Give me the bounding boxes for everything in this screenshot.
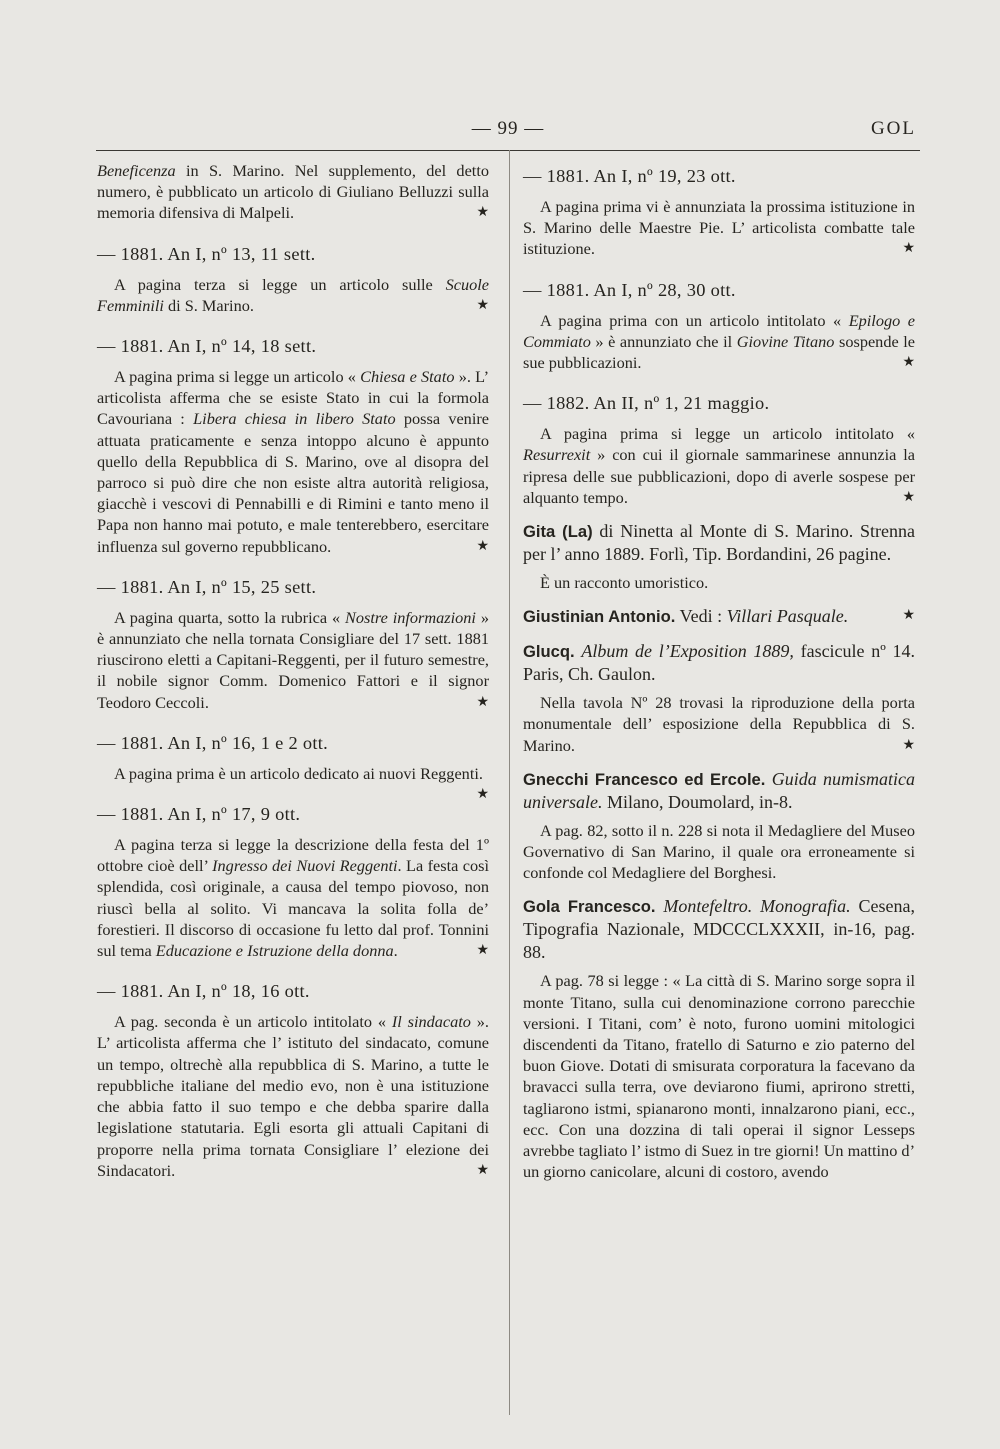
entry-heading-15: — 1881. An I, nº 15, 25 sett. (97, 576, 317, 597)
text-run: Giovine Titano (736, 331, 835, 351)
text-run: Scuole Femminili (97, 274, 489, 315)
author-gola: Gola Francesco. (523, 897, 656, 917)
text-run: Milano, Doumolard, in-8. (602, 791, 793, 812)
text-run: Album de l’Exposition 1889, (581, 641, 794, 662)
text-run: Guida numismatica universale. (523, 768, 915, 812)
entry-heading-19: — 1881. An I, nº 19, 23 ott. (523, 166, 736, 186)
text-run: Chiesa e Stato (360, 367, 455, 387)
bib-entry-gnecchi (523, 768, 915, 814)
text-run: Vedi : (675, 606, 727, 627)
entry-body-28 (523, 310, 915, 374)
citation-giustinian (675, 606, 915, 627)
star-icon: ★ (476, 787, 489, 803)
header-rule (96, 150, 920, 151)
text-run: Villari Pasquale. (726, 606, 849, 627)
text-run: A pagina prima si legge un articolo intitolato « (540, 424, 915, 444)
entry-body-14 (97, 366, 489, 557)
entry-body-13 (97, 274, 489, 316)
entry-heading-17: — 1881. An I, nº 17, 9 ott. (97, 804, 301, 825)
star-icon: ★ (476, 297, 489, 313)
text-run: A pag. seconda è un articolo intitolato « (114, 1012, 392, 1032)
text-run: » con cui il giornale sammarinese annunzia la ripresa delle sue pubblicazioni, dopo di averle sospese per alquanto tempo. (523, 445, 915, 507)
text-run: Cesena, Tipografia Nazionale, MDCCCLXXXII, in-16, pag. 88. (523, 896, 915, 963)
left-column (97, 160, 489, 1181)
star-icon: ★ (902, 241, 915, 257)
citation-gita: di Ninetta al Monte di S. Marino. Strenna per l’ anno 1889. Forlì, Tip. Bordandini, 26 pagine. (523, 521, 915, 565)
entry-body-16 (97, 763, 489, 803)
text-run: » è annunziato che il (590, 331, 737, 351)
text-run: ». L’ articolista afferma che l’ istituto del sindacato, comune un tempo, oltrechè alla repubblica di S. Marino, a tutte le repubbliche italiane del medio evo, non è una istituzione che abbia fatto il suo tempo e che debba sparire dalla legislatione statutaria. Egli esorta gli attuali Capitani di proporre nella prima tornata Consigliare l’ elezione dei Sindacatori. (97, 1012, 489, 1180)
bib-entry-giustinian (523, 605, 915, 628)
page-header (96, 118, 920, 148)
entry-heading-16: — 1881. An I, nº 16, 1 e 2 ott. (97, 732, 329, 753)
text-run: Nostre informazioni (345, 607, 476, 627)
star-icon: ★ (476, 1162, 489, 1178)
star-icon: ★ (902, 355, 915, 371)
author-giustinian: Giustinian Antonio. (523, 607, 676, 627)
entry-body-1882 (523, 423, 915, 508)
text-run: A pagina prima è un articolo dedicato ai nuovi Reggenti. (114, 763, 483, 783)
note-gita: È un racconto umoristico. (540, 573, 709, 593)
text-run: fascicule nº 14. Paris, Ch. Gaulon. (523, 641, 915, 685)
note-gnecchi: A pag. 82, sotto il n. 228 si nota il Medagliere del Museo Governativo di San Marino, il quale ora erroneamente si confonde col Medagliere del Borghesi. (523, 820, 915, 883)
entry-heading-14: — 1881. An I, nº 14, 18 sett. (97, 336, 317, 357)
text-run: . (393, 941, 398, 961)
text-run: A pagina prima si legge un articolo « (114, 367, 361, 387)
entry-heading-28: — 1881. An I, nº 28, 30 ott. (523, 279, 736, 300)
text-run: Il sindacato (391, 1012, 471, 1032)
star-icon: ★ (902, 608, 915, 624)
bib-entry-gita (523, 520, 915, 566)
text-run: A pagina prima con un articolo intitolato « (540, 310, 849, 330)
text-run: Resurrexit (523, 445, 591, 465)
page-number: — 99 — (471, 118, 545, 139)
entry-body-19 (523, 196, 915, 260)
text-run: A pagina prima vi è annunziata la prossima istituzione in S. Marino delle Maestre Pie. L’ articolista combatte tale istituzione. (523, 197, 915, 259)
bib-entry-gola (523, 895, 915, 964)
star-icon: ★ (902, 737, 915, 753)
text-run: Epilogo e Commiato (523, 310, 915, 351)
text-run: A pagina quarta, sotto la rubrica « (114, 607, 345, 627)
column-divider (509, 150, 510, 1415)
text-run: . La festa così splendida, così originale, a causa del tempo piovoso, non riuscì bella al solito. Vi mancava la solita folla de’ forestieri. Il discorso di occasione fu letto dal prof. Tonnini sul tema (97, 856, 489, 961)
bib-entry-glucq (523, 640, 915, 686)
text-run: Beneficenza (97, 161, 176, 180)
text-run: » è annunziato che nella tornata Consigliare del 17 sett. 1881 riuscirono eletti a Capitani-Reggenti, per il futuro semestre, il nobile signor Comm. Domenico Fattori e il signor Teodoro Ceccoli. (97, 607, 489, 712)
text-run: Educazione e Istruzione della donna (155, 941, 394, 961)
text-run: di S. Marino. (163, 295, 254, 315)
citation-glucq (523, 641, 915, 684)
author-gita: Gita (La) (523, 522, 593, 542)
note-glucq (523, 692, 915, 756)
text-run: Montefeltro. Monografia. (663, 896, 851, 917)
author-glucq: Glucq. (523, 642, 575, 662)
star-icon: ★ (476, 538, 489, 554)
star-icon: ★ (476, 943, 489, 959)
entry-body-18 (97, 1011, 489, 1181)
text-run: Ingresso dei Nuovi Reggenti (212, 856, 398, 876)
star-icon: ★ (902, 489, 915, 505)
text-run: Libera chiesa in libero Stato (193, 409, 396, 429)
text-run: possa venire attuata praticamente e senza intoppo alcuno è appunto quello della Repubblica di S. Marino, ove al disopra del parroco si può dire che non esiste altra autorità religiosa, giacchè i vescovi di Pennabilli e di Rimini e tanto meno il Papa non hanno mai potuto, e male tenterebbero, esercitare influenza sul governo repubblicano. (97, 409, 489, 556)
text-run: sospende le sue pubblicazioni. (523, 331, 916, 373)
entry-heading-13: — 1881. An I, nº 13, 11 sett. (97, 243, 316, 264)
text-run: in S. Marino. Nel supplemento, del detto numero, è pubblicato un articolo di Giuliano Belluzzi sulla memoria difensiva di Malpeli. (97, 161, 489, 223)
star-icon: ★ (476, 205, 489, 221)
intro-paragraph (97, 160, 489, 224)
note-glucq-text: Nella tavola Nº 28 trovasi la riproduzione della porta monumentale dell’ esposizione della Repubblica di S. Marino. (523, 693, 915, 755)
entry-body-17 (97, 834, 489, 961)
entry-heading-1882: — 1882. An II, nº 1, 21 maggio. (523, 393, 770, 414)
right-column (523, 160, 915, 1182)
entry-heading-18: — 1881. An I, nº 18, 16 ott. (97, 981, 310, 1002)
running-head: GOL (870, 118, 916, 139)
text-run: A pagina terza si legge un articolo sulle (114, 274, 446, 294)
text-run: ». L’ articolista afferma che se esiste Stato in cui la formola Cavouriana : (97, 367, 489, 429)
star-icon: ★ (476, 694, 489, 710)
text-run: A pagina terza si legge la descrizione della festa del 1º ottobre cioè dell’ (97, 835, 489, 876)
note-gola: A pag. 78 si legge : « La città di S. Marino sorge sopra il monte Titano, sulla cui denominazione corrono parecchie versioni. I Titani, com’ è noto, furono uomini mitologici discendenti da Titano, fratello di Saturno e zio paterno del buon Giove. Dotati di smisurata corporatura la facevano da bravacci sulla terra, ove deviarono fiumi, aprirono stretti, tagliarono istmi, spianarono monti, innalzarono piani, ecc., ecc. Con una dozzina di tali operai il signor Lesseps avrebbe tagliato l’ istmo di Suez in tre giorni! Un mattino d’ un giorno canicolare, alcuni di costoro, avendo (523, 971, 915, 1182)
entry-body-15 (97, 607, 489, 713)
author-gnecchi: Gnecchi Francesco ed Ercole. (523, 769, 766, 789)
